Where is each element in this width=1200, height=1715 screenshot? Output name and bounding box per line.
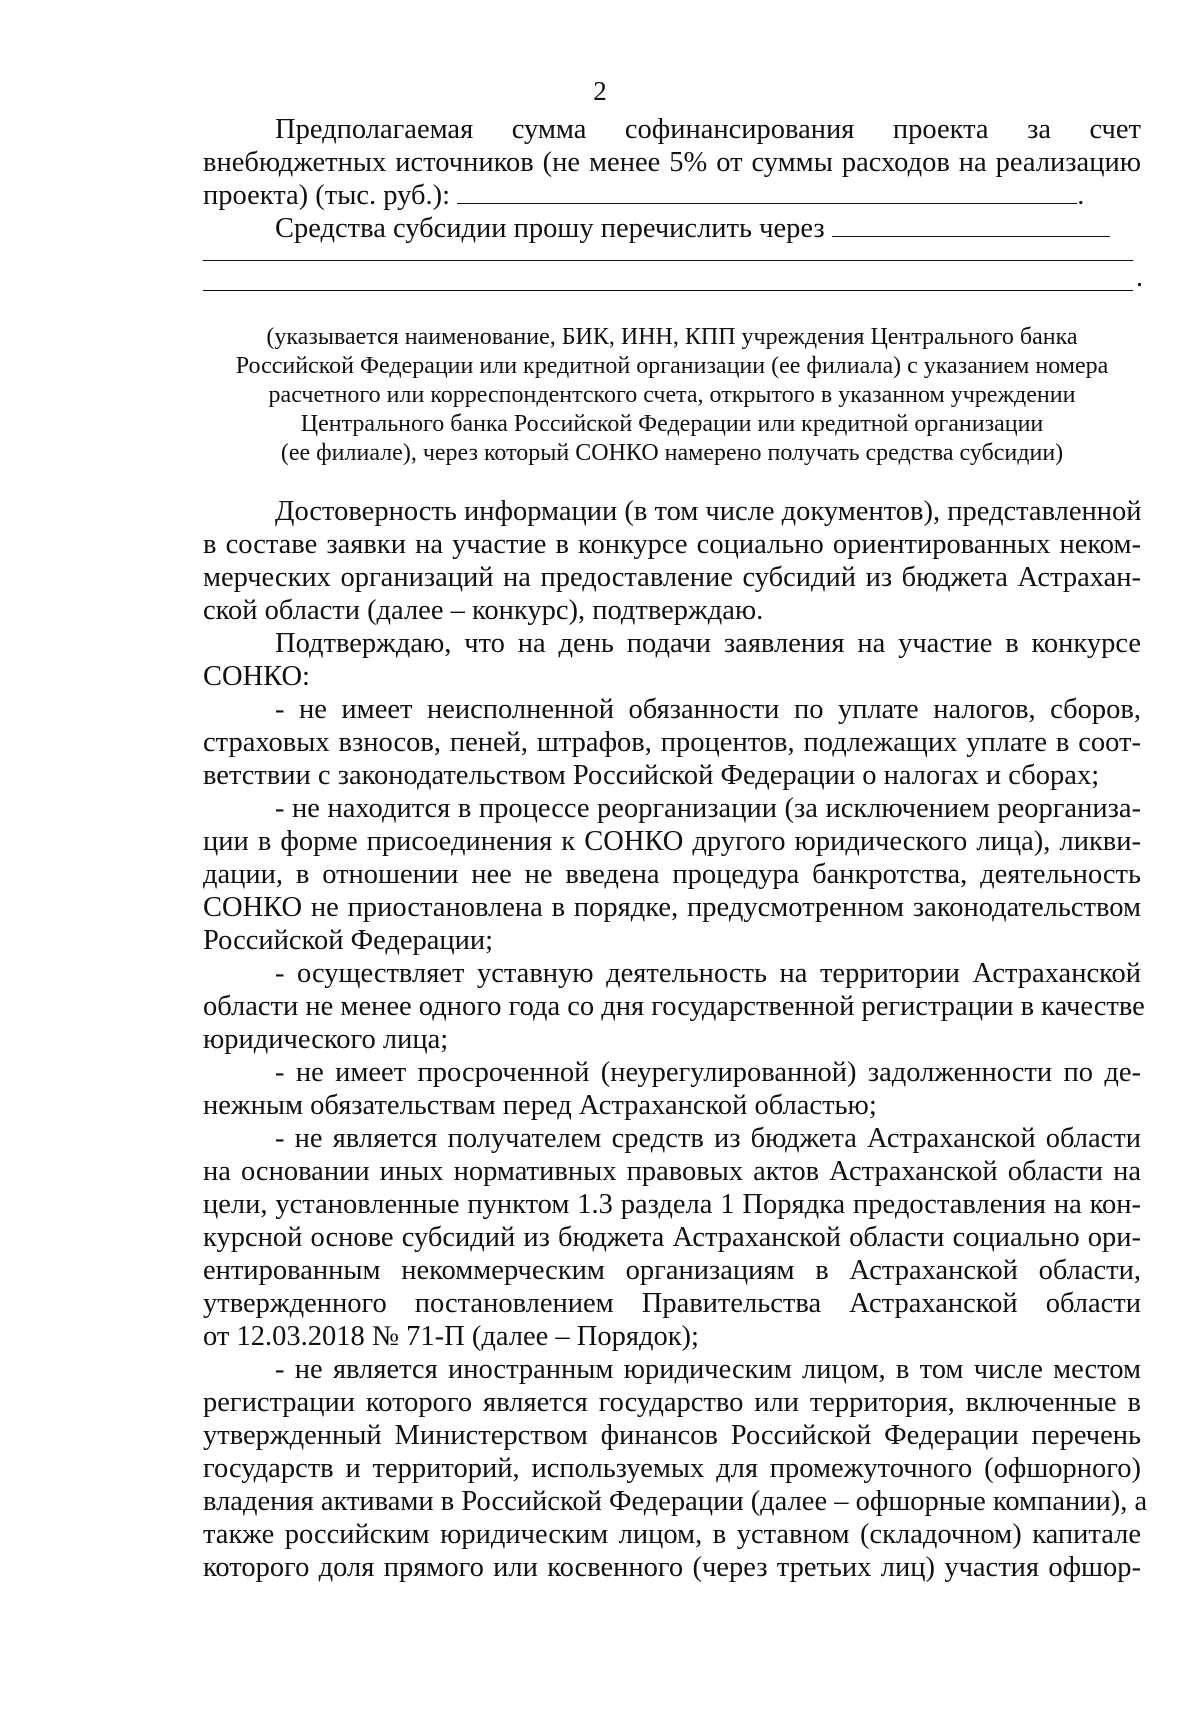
main-body [203, 495, 1148, 1584]
text-line: СОНКО не приостановлена в порядке, предусмотренном законодательством [203, 892, 1141, 923]
cofinancing-label: проекта) (тыс. руб.): [203, 180, 451, 211]
text-line: ентированным некоммерческим организациям в Астраханской области, [203, 1255, 1141, 1286]
note-line: (указывается наименование, БИК, ИНН, КПП учреждения Центрального банка [266, 324, 1078, 350]
text-line: ской области (далее – конкурс), подтверждаю. [203, 595, 764, 626]
note-line: Центрального банка Российской Федерации или кредитной организации [300, 411, 1044, 437]
bank-details-blank-line[interactable] [203, 260, 1133, 261]
text-line: регистрации которого является государство или территория, включенные в [203, 1387, 1141, 1418]
cofinancing-amount-blank[interactable] [457, 179, 1077, 204]
period: . [1136, 262, 1143, 293]
text-line: владения активами в Российской Федерации (далее – офшорные компании), а [203, 1486, 1148, 1517]
text-line: - не имеет неисполненной обязанности по уплате налогов, сборов, [275, 694, 1141, 725]
text-line: дации, в отношении нее не введена процедура банкротства, деятельность [203, 859, 1141, 890]
page-number: 2 [593, 76, 607, 106]
text-line: - осуществляет уставную деятельность на территории Астраханской [275, 958, 1141, 989]
text-line [203, 179, 1141, 212]
text-line: Достоверность информации (в том числе документов), представленной [275, 496, 1142, 527]
text-line: юридического лица; [203, 1024, 449, 1055]
text-line: области не менее одного года со дня государственной регистрации в качестве [203, 991, 1145, 1022]
note-line: (ее филиале), через который СОНКО намерено получать средства субсидии) [280, 440, 1064, 466]
bank-details-note [203, 323, 1141, 468]
text-line: также российским юридическим лицом, в уставном (складочном) капитале [203, 1519, 1141, 1550]
text-line: в составе заявки на участие в конкурсе социально ориентированных неком- [203, 529, 1141, 560]
text-line: мерческих организаций на предоставление субсидий из бюджета Астрахан- [203, 562, 1141, 593]
text-line: ветствии с законодательством Российской Федерации о налогах и сборах; [203, 760, 1100, 791]
text-line: Предполагаемая сумма софинансирования проекта за счет [275, 114, 1141, 145]
text-line: на основании иных нормативных правовых актов Астраханской области на [203, 1156, 1141, 1187]
period: . [1077, 180, 1085, 211]
text-line: утвержденного постановлением Правительства Астраханской области [203, 1288, 1141, 1319]
text-line: цели, установленные пунктом 1.3 раздела 1 Порядка предоставления на кон- [203, 1189, 1141, 1220]
text-line: утвержденный Министерством финансов Российской Федерации перечень [203, 1420, 1141, 1451]
text-line: - не имеет просроченной (неурегулированной) задолженности по де- [275, 1057, 1141, 1088]
transfer-bank-blank[interactable] [832, 212, 1110, 237]
text-line: государств и территорий, используемых для промежуточного (офшорного) [203, 1453, 1141, 1484]
bank-details-blank-line[interactable] [203, 290, 1133, 291]
text-line: внебюджетных источников (не менее 5% от суммы расходов на реализацию [203, 147, 1141, 178]
text-line: нежным обязательствам перед Астраханской областью; [203, 1090, 877, 1121]
text-line: ции в форме присоединения к СОНКО другого юридического лица), ликви- [203, 826, 1141, 857]
text-line: - не является получателем средств из бюджета Астраханской области [275, 1123, 1141, 1154]
transfer-label: Средства субсидии прошу перечислить через [275, 213, 825, 244]
text-line: от 12.03.2018 № 71-П (далее – Порядок); [203, 1321, 699, 1352]
text-line: страховых взносов, пеней, штрафов, процентов, подлежащих уплате в соот- [203, 727, 1141, 758]
text-line: - не находится в процессе реорганизации (за исключением реорганиза- [275, 793, 1141, 824]
note-line: расчетного или корреспондентского счета, открытого в указанном учреждении [268, 382, 1076, 408]
note-line: Российской Федерации или кредитной организации (ее филиала) с указанием номера [235, 353, 1109, 379]
cofinancing-paragraph [203, 113, 1141, 245]
text-line [203, 212, 1141, 245]
text-line: Российской Федерации; [203, 925, 494, 956]
text-line: Подтверждаю, что на день подачи заявления на участие в конкурсе [275, 628, 1141, 659]
text-line: курсной основе субсидий из бюджета Астраханской области социально ори- [203, 1222, 1141, 1253]
text-line: которого доля прямого или косвенного (через третьих лиц) участия офшор- [203, 1552, 1141, 1583]
text-line: - не является иностранным юридическим лицом, в том числе местом [275, 1354, 1141, 1385]
text-line: СОНКО: [203, 661, 310, 692]
